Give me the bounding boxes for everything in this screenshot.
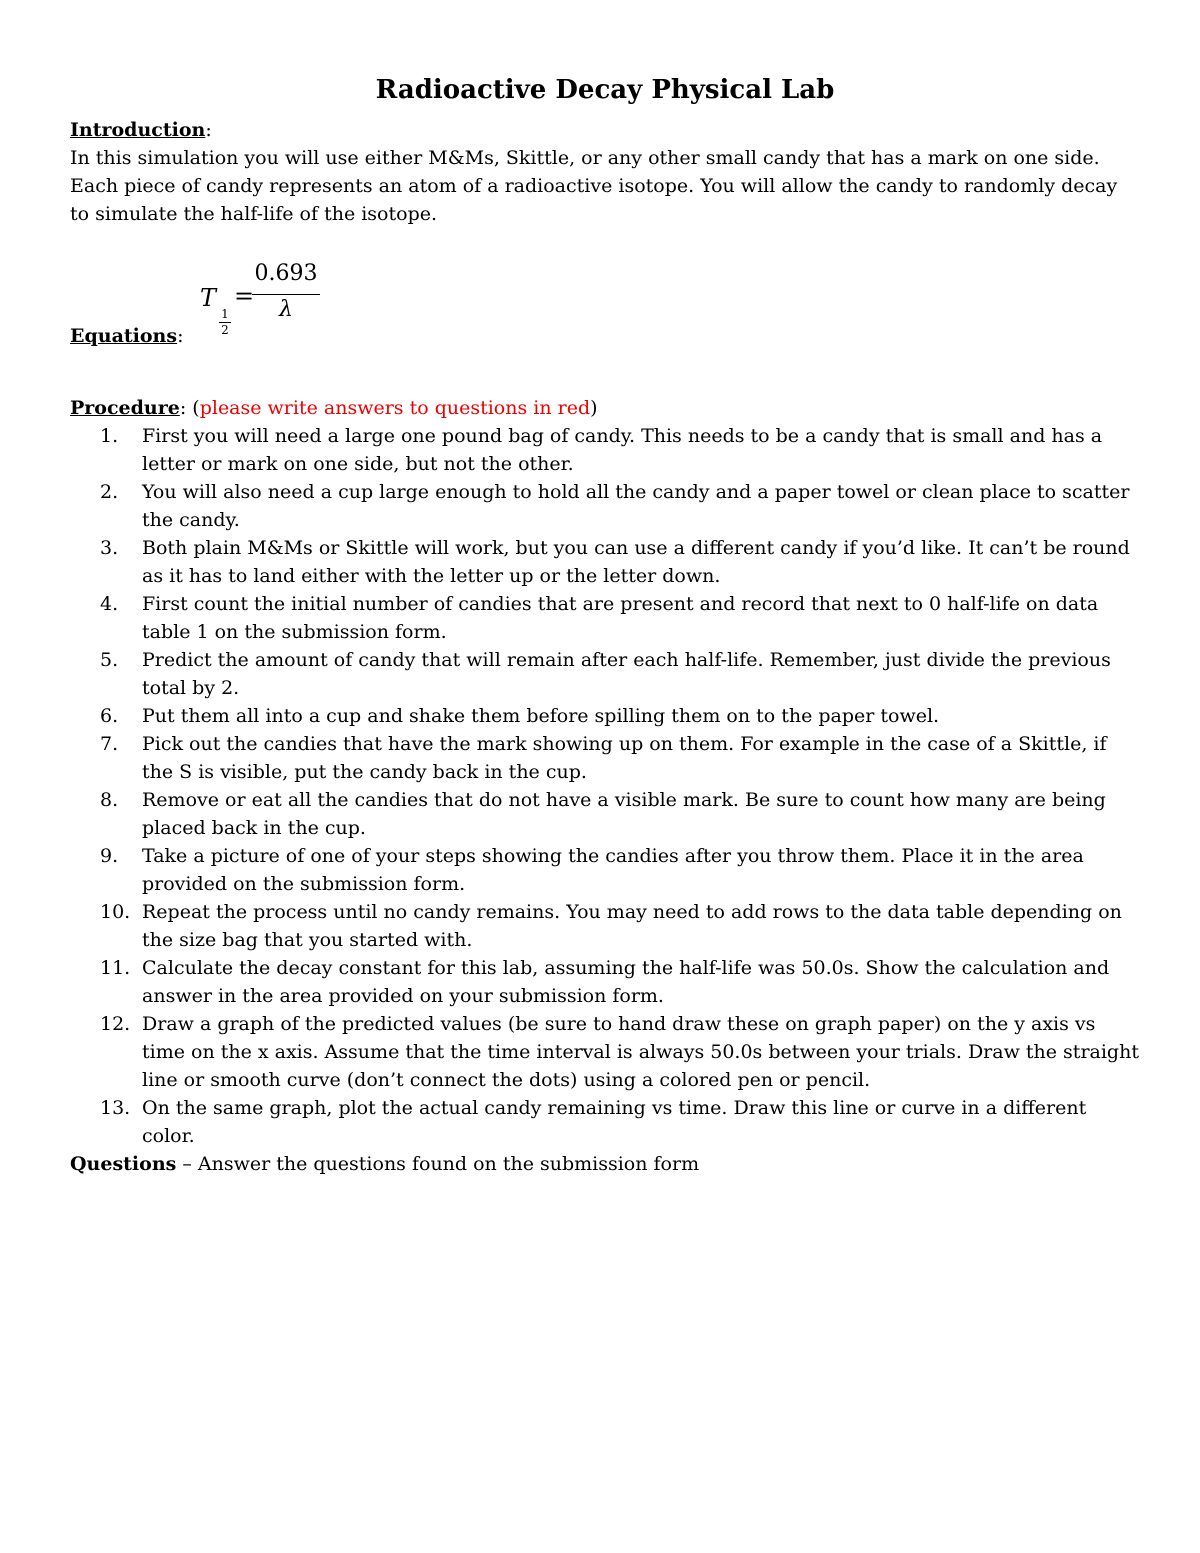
procedure-step-number: 9.	[100, 845, 119, 867]
procedure-step-number: 2.	[100, 481, 119, 503]
formula-fraction-bar	[252, 294, 320, 295]
procedure-step	[70, 786, 1140, 842]
procedure-steps-list	[70, 422, 1140, 1150]
equations-colon: :	[177, 325, 184, 347]
document-page	[70, 72, 1140, 1178]
procedure-step-text: Remove or eat all the candies that do not have a visible mark. Be sure to count how many are being placed back in the cup.	[142, 789, 1106, 839]
procedure-step-number: 10.	[100, 901, 131, 923]
procedure-step	[70, 478, 1140, 534]
procedure-step-number: 1.	[100, 425, 119, 447]
formula-subscript	[218, 308, 232, 337]
half-life-formula	[200, 261, 330, 354]
introduction-colon: :	[205, 119, 212, 141]
introduction-heading: Introduction	[70, 119, 206, 141]
procedure-step-number: 3.	[100, 537, 119, 559]
procedure-step-text: On the same graph, plot the actual candy remaining vs time. Draw this line or curve in a different color.	[142, 1097, 1087, 1147]
procedure-step-number: 8.	[100, 789, 119, 811]
procedure-step-number: 12.	[100, 1013, 131, 1035]
procedure-step-text: First count the initial number of candies that are present and record that next to 0 half-life on data table 1 on the submission form.	[142, 593, 1099, 643]
equations-section	[70, 261, 1140, 356]
procedure-step	[70, 842, 1140, 898]
procedure-step-number: 7.	[100, 733, 119, 755]
procedure-step-text: Put them all into a cup and shake them before spilling them on to the paper towel.	[142, 705, 940, 727]
questions-text: – Answer the questions found on the submission form	[176, 1153, 700, 1175]
formula-subscript-denominator: 2	[221, 323, 229, 337]
procedure-step-number: 5.	[100, 649, 119, 671]
procedure-note: please write answers to questions in red	[199, 397, 591, 419]
page-title: Radioactive Decay Physical Lab	[375, 75, 835, 105]
procedure-step	[70, 422, 1140, 478]
procedure-section	[70, 394, 1140, 1178]
procedure-note-close: )	[590, 397, 598, 419]
procedure-step	[70, 534, 1140, 590]
introduction-text: In this simulation you will use either M&Ms, Skittle, or any other small candy that has a mark on one side. Each piece of candy represents an atom of a radioactive isotope. You will allow the candy to randomly decay to simulate the half-life of the isotope.	[70, 147, 1118, 225]
procedure-step-text: You will also need a cup large enough to hold all the candy and a paper towel or clean place to scatter the candy.	[142, 481, 1130, 531]
procedure-step	[70, 1094, 1140, 1150]
procedure-step-text: Pick out the candies that have the mark showing up on them. For example in the case of a Skittle, if the S is visible, put the candy back in the cup.	[142, 733, 1107, 783]
procedure-step-number: 13.	[100, 1097, 131, 1119]
procedure-step	[70, 1010, 1140, 1094]
procedure-note-open: (	[192, 397, 200, 419]
formula-subscript-numerator: 1	[221, 307, 229, 321]
formula-equals: =	[234, 282, 255, 310]
procedure-step-text: Draw a graph of the predicted values (be sure to hand draw these on graph paper) on the y axis vs time on the x axis. Assume that the time interval is always 50.0s between your trials. Draw the straight line or smooth curve (don’t connect the dots) using a colored pen or pencil.	[142, 1013, 1139, 1091]
procedure-step-number: 11.	[100, 957, 131, 979]
questions-heading: Questions	[70, 1153, 177, 1175]
procedure-step	[70, 954, 1140, 1010]
procedure-step-number: 4.	[100, 593, 119, 615]
introduction-section	[70, 116, 1140, 228]
procedure-step-text: Predict the amount of candy that will remain after each half-life. Remember, just divide the previous total by 2.	[142, 649, 1111, 699]
procedure-step	[70, 730, 1140, 786]
formula-numerator: 0.693	[254, 261, 318, 286]
procedure-colon: :	[179, 397, 193, 419]
equations-heading: Equations	[70, 325, 178, 347]
procedure-step	[70, 590, 1140, 646]
formula-denominator: λ	[279, 297, 293, 322]
procedure-step-text: Take a picture of one of your steps showing the candies after you throw them. Place it in the area provided on the submission form.	[142, 845, 1084, 895]
procedure-header	[70, 394, 1140, 422]
procedure-step	[70, 898, 1140, 954]
procedure-step-text: First you will need a large one pound bag of candy. This needs to be a candy that is small and has a letter or mark on one side, but not the other.	[142, 425, 1103, 475]
equations-label	[70, 322, 183, 350]
procedure-step	[70, 702, 1140, 730]
procedure-step-text: Calculate the decay constant for this lab, assuming the half-life was 50.0s. Show the calculation and answer in the area provided on your submission form.	[142, 957, 1110, 1007]
formula-symbol: T	[200, 284, 217, 312]
procedure-step-number: 6.	[100, 705, 119, 727]
procedure-step-text: Repeat the process until no candy remains. You may need to add rows to the data table depending on the size bag that you started with.	[142, 901, 1122, 951]
procedure-step	[70, 646, 1140, 702]
procedure-step-text: Both plain M&Ms or Skittle will work, but you can use a different candy if you’d like. It can’t be round as it has to land either with the letter up or the letter down.	[142, 537, 1130, 587]
questions-line	[70, 1150, 1140, 1178]
procedure-heading: Procedure	[70, 397, 180, 419]
